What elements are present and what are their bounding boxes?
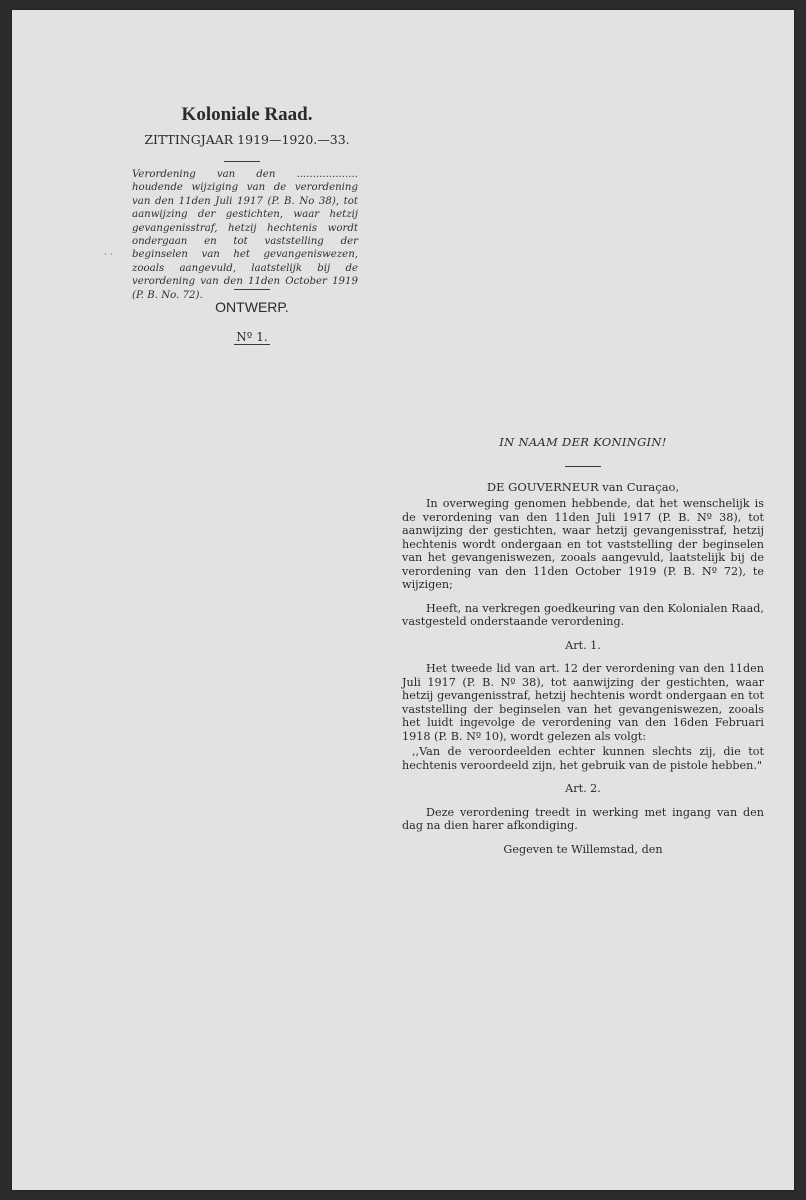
session-year: ZITTINGJAAR 1919—1920.—33.: [144, 132, 350, 147]
article-1-text: Het tweede lid van art. 12 der verordening van den 11den Juli 1917 (P. B. Nº 38), tot aanwijzing der gestichten, waar hetzij gevangenisstraf, hetzij hechtenis wordt ondergaan en tot vaststelling der beginselen van het gevangeniswezen, zooals het luidt ingevolge de verordening van den 16den Februari 1918 (P. B. Nº 10), wordt gelezen als volgt:: [402, 662, 764, 743]
summary-divider: [234, 289, 270, 290]
preamble: In overweging genomen hebbende, dat het wenschelijk is de verordening van den 11den Juli 1917 (P. B. Nº 38), tot aanwijzing der gestichten, waar hetzij gevangenisstraf, hetzij hechtenis wordt ondergaan en tot vaststelling der beginselen van het gevangeniswezen, zooals aangevuld, laatstelijk bij de verordening van den 11den October 1919 (P. B. Nº 72), te wijzigen;: [402, 497, 764, 591]
invocation-divider: [565, 466, 601, 467]
ordinance-body: [402, 424, 764, 856]
margin-marks: · ·: [104, 250, 113, 260]
governor-line: DE GOUVERNEUR van Curaçao,: [486, 479, 680, 494]
invocation: IN NAAM DER KONINGIN!: [499, 435, 667, 449]
article-2-text: Deze verordening treedt in werking met ingang van den dag na dien harer afkondiging.: [402, 805, 764, 832]
given-at-line: Gegeven te Willemstad, den: [503, 842, 663, 856]
header-divider: [224, 161, 260, 162]
document-page: [12, 10, 794, 1190]
ordinance-summary: Verordening van den ................... houdende wijziging van de verordening van den 11den Juli 1917 (P. B. No 38), tot aanwijzing der gestichten, waar hetzij gevangenisstraf, hetzij hechtenis wordt ondergaan en tot vaststelling der beginselen van het gevangeniswezen, zooals aangevuld, laatstelijk bij de verordening van den 11den October 1919 (P. B. No. 72).: [132, 169, 358, 301]
article-1-quote: ,,Van de veroordeelden echter kunnen slechts zij, die tot hechtenis veroordeeld zijn, het gebruik van de pistole hebben.": [402, 745, 764, 772]
number-divider: [234, 344, 270, 345]
article-2-heading: Art. 2.: [565, 782, 601, 795]
enactment-clause: Heeft, na verkregen goedkeuring van den Kolonialen Raad, vastgesteld onderstaande verordening.: [402, 601, 764, 628]
draft-label: ONTWERP.: [215, 299, 289, 315]
council-title: Koloniale Raad.: [181, 104, 313, 125]
article-1-heading: Art. 1.: [565, 638, 601, 652]
draft-number: Nº 1.: [236, 330, 268, 344]
